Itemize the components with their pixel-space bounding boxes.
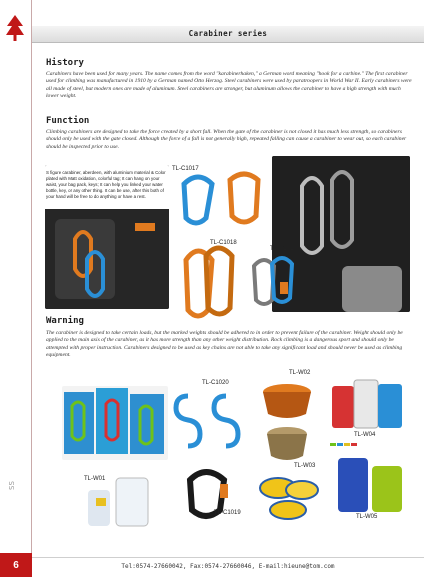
label-tl-c1019-bottom: TL-C1019 [214, 510, 241, 516]
s-carabiners-icon [170, 388, 248, 458]
backpack-carabiner-icon [45, 209, 169, 309]
label-tl-w02: TL-W02 [289, 370, 311, 376]
label-tl-c1019-top: TL-C1019 [270, 246, 297, 252]
label-tl-w01: TL-W01 [84, 476, 106, 482]
brown-bucket-icon [262, 424, 312, 464]
warning-heading: Warning [46, 316, 84, 326]
series-title: Carabiner series [188, 29, 268, 38]
label-tl-c1020: TL-C1020 [202, 380, 229, 386]
footer-contact: Tel:0574-27660042, Fax:0574-27660046, E-mail:hieune@tom.com [32, 557, 424, 574]
orange-carabiners-icon [176, 240, 244, 324]
label-tl-c1017: TL-C1017 [172, 166, 199, 172]
function-text: Climbing carabiners are designed to take the force created by a short fall. When the gate of the carabiner is not closed it has much less strength, so carabiners should only be used with the gate closed. Although the force of a fall is not generally high, repeated falling can cause a carabiner to wear out, so each carabiner should be inspected prior to use. [46, 129, 407, 150]
left-sidebar [0, 0, 32, 577]
blue-orange-carabiners-icon [172, 170, 272, 232]
history-text: Carabiners have been used for many years. The name comes from the word "karabinerhaken," a German word meaning "hook for a carbine." The first carabiner used for climbing was manufactured in 1910 by a German named Otto Herzog. Steel carabiners were used by paratroopers in World War II. Early carabiners were all made of steel, but modern ones are made of aluminum. Steel carabiners are stronger, but aluminum allows the carabiner to have a high strength with much lower weight. [46, 71, 412, 99]
orange-bucket-icon [256, 378, 318, 422]
label-tl-w05: TL-W05 [356, 514, 378, 520]
history-heading: History [46, 58, 84, 68]
carabiner-cards-icon [62, 386, 168, 460]
label-tl-c1018: TL-C1018 [210, 240, 237, 246]
dry-bags-icon [328, 372, 408, 432]
collapsible-water-containers-icon [82, 470, 172, 530]
screwgate-carabiners-icon [246, 252, 302, 310]
label-tl-w03: TL-W03 [294, 463, 316, 469]
yellow-folding-bowls-icon [256, 470, 322, 526]
page-number: 6 [0, 553, 32, 577]
nh-dry-bags-icon [332, 452, 408, 514]
sidebar-vertical-text: SS [8, 481, 16, 490]
tree-logo-icon [4, 14, 26, 44]
series-header-bar [32, 26, 424, 43]
label-tl-w04: TL-W04 [354, 432, 376, 438]
warning-text: The carabiner is designed to take certain loads, but the marked weights should be adhered to in order to prevent failure of the carabiner. Weight should only be applied to the main axis of the carabiner, as it has more strength than any other weight distribution. Rock climbing is a dangerous sport and should only be attempted with proper instruction. Carabiners designed to be used as key chains are not able to take any significant load and should never be used as climbing equipment. [46, 330, 403, 358]
green-carabiner-cards-photo [62, 386, 168, 460]
function-heading: Function [46, 116, 90, 126]
color-swatches [330, 433, 358, 451]
photo-caption: S figure carabiner, aberdeen, with aluminium material & Color plated with Matt oxidation, colorful tag; It can hang on your waist, your bag pack, keys; It can help you linked your water bottle, key, or any other thing. It can be use, after this both of your hand will be free to do anything or have a rest. [46, 170, 166, 199]
